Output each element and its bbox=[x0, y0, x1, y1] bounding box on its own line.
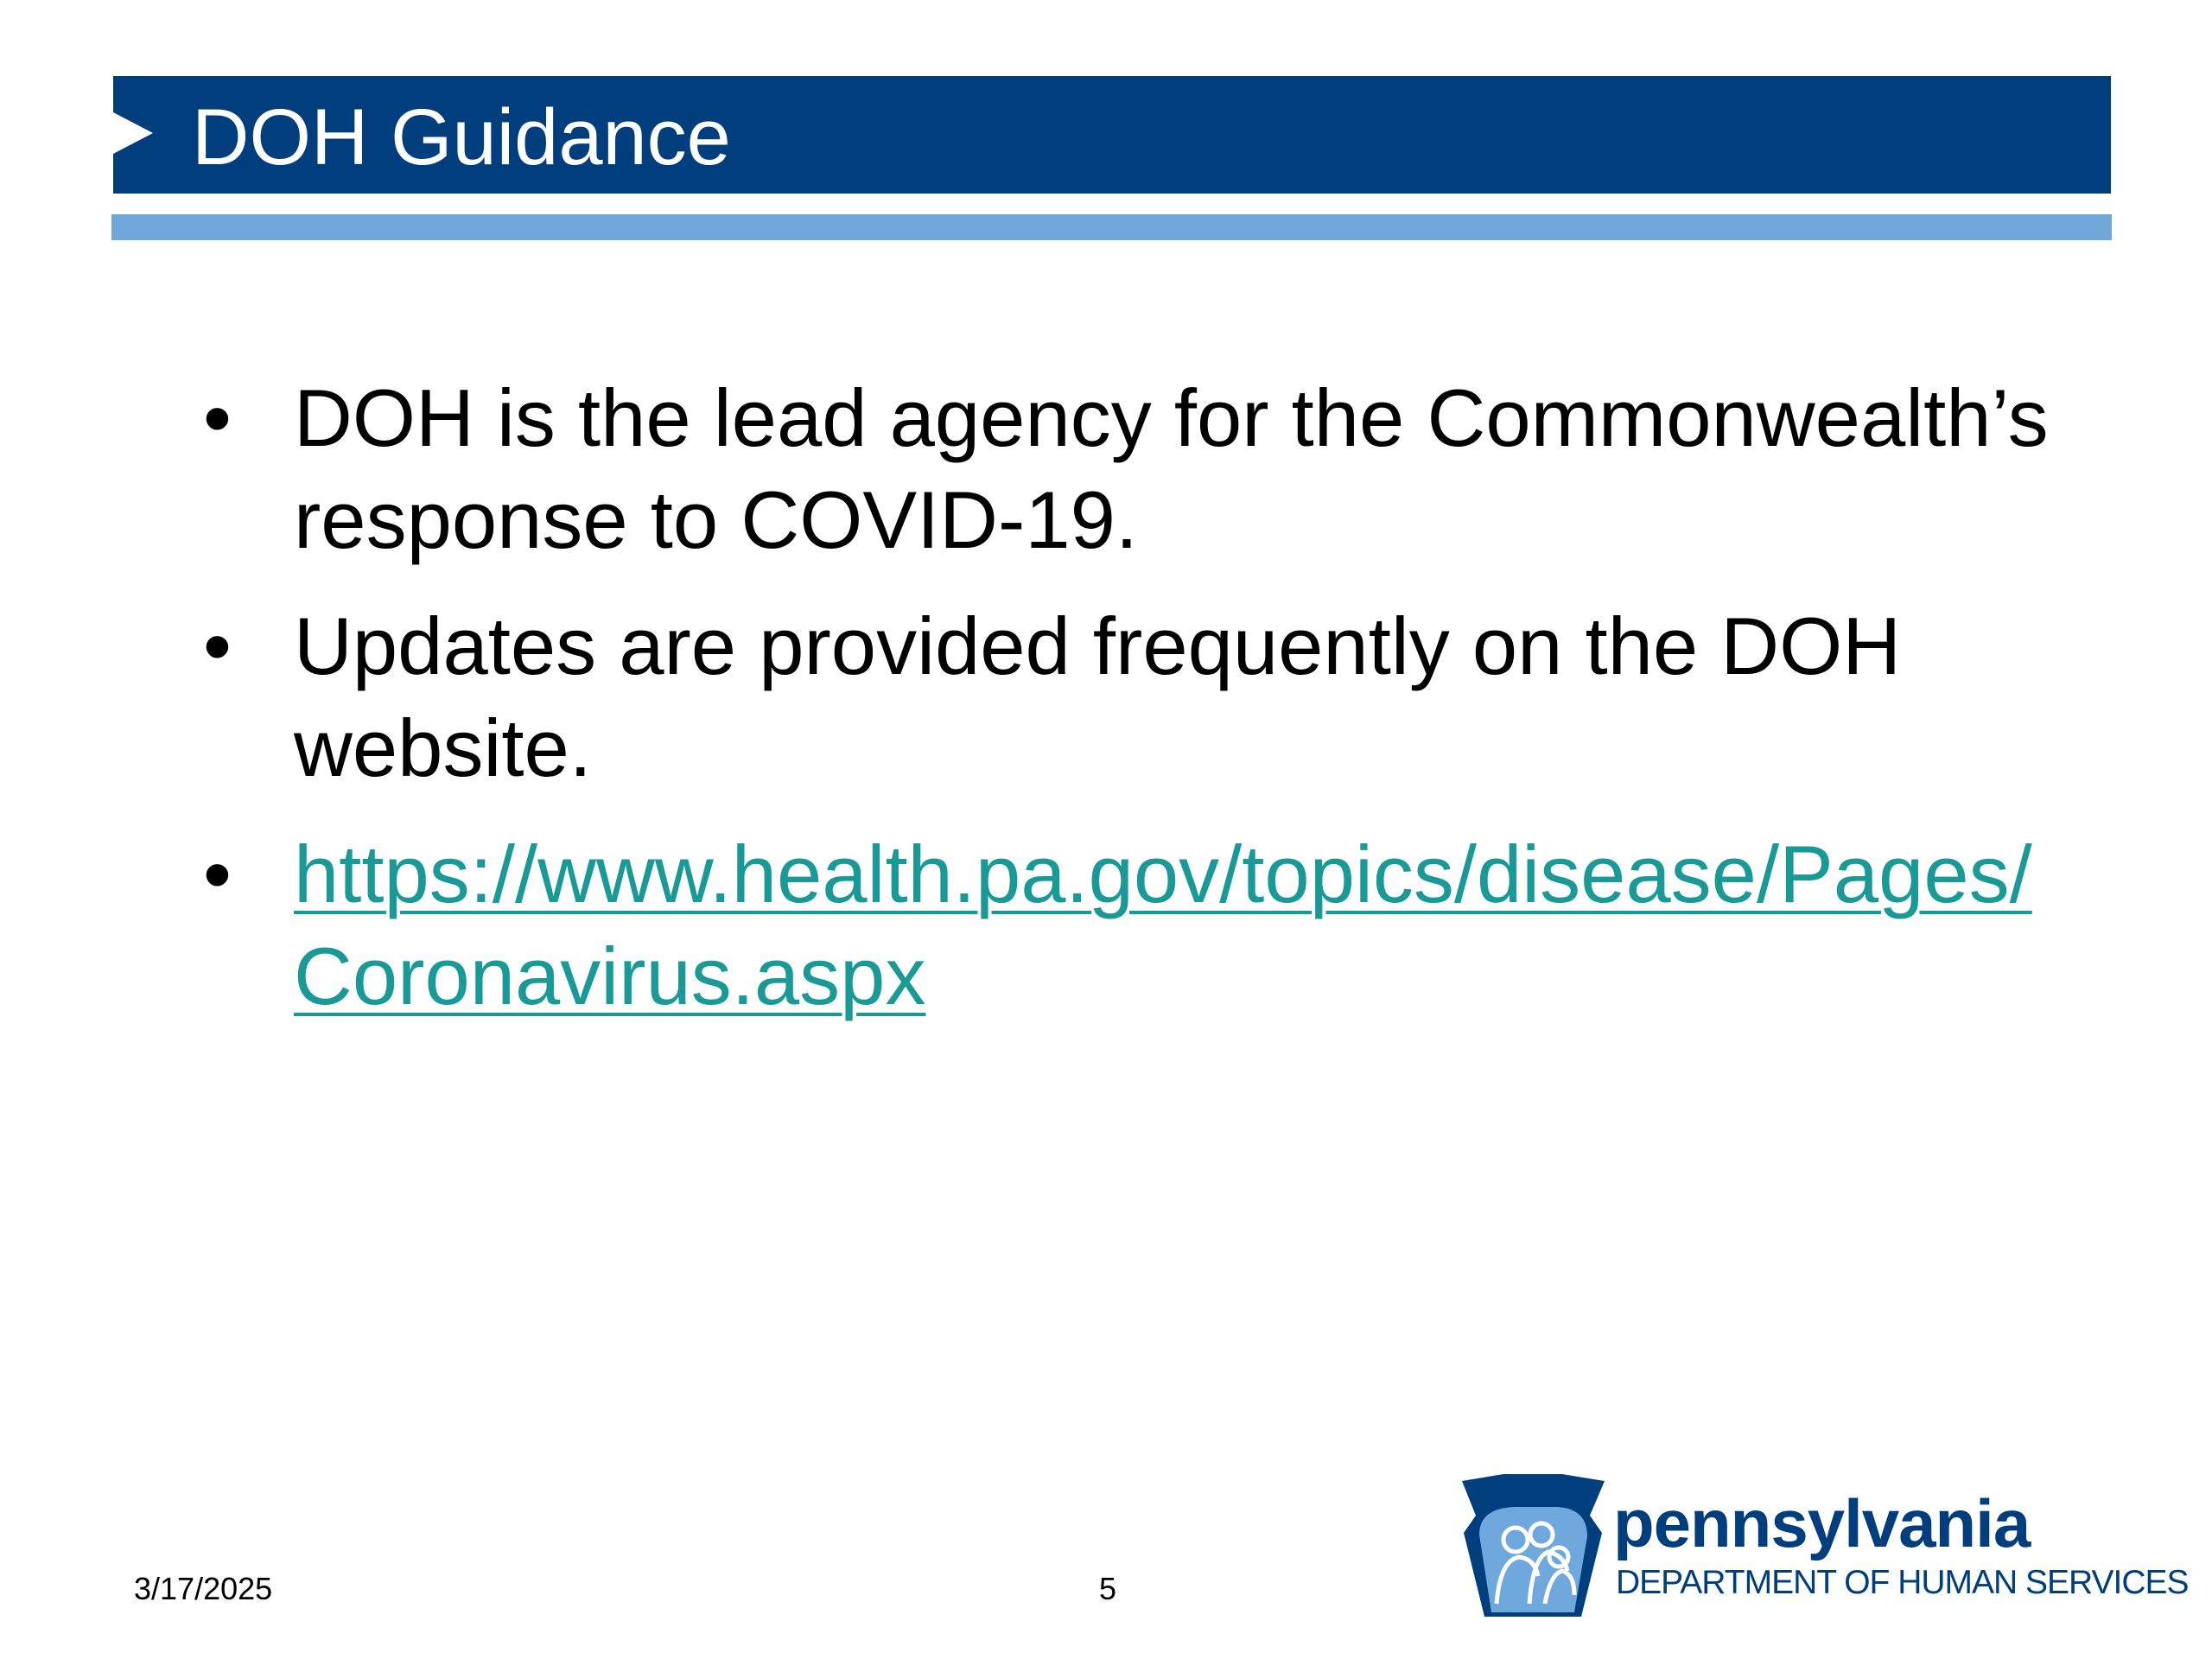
doh-website-link[interactable]: https://www.health.pa.gov/topics/disease/Pages/Coronavirus.aspx bbox=[294, 829, 2032, 1021]
bullet-item-link bbox=[203, 823, 2061, 1027]
bullet-dot-icon: • bbox=[203, 829, 232, 919]
logo-wordmark: pennsylvania bbox=[1613, 1485, 2031, 1561]
slide-title: DOH Guidance bbox=[192, 93, 731, 181]
page-number: 5 bbox=[1099, 1571, 1117, 1606]
bullet-text: Updates are provided frequently on the DOH website. bbox=[294, 601, 1902, 793]
footer-date: 3/17/2025 bbox=[134, 1571, 273, 1606]
pa-keystone-logo-icon bbox=[1462, 1474, 1605, 1617]
bullet-dot-icon: • bbox=[203, 372, 232, 463]
accent-bar bbox=[111, 214, 2112, 240]
bullet-text: DOH is the lead agency for the Commonwealth’s response to COVID-19. bbox=[294, 372, 2049, 565]
bullet-dot-icon: • bbox=[203, 601, 232, 691]
bullet-item-lead-agency bbox=[203, 367, 2061, 571]
title-arrow-icon bbox=[113, 112, 153, 154]
bullet-item-updates bbox=[203, 595, 2061, 799]
logo-department: DEPARTMENT OF HUMAN SERVICES bbox=[1616, 1564, 2189, 1601]
bullet-list bbox=[203, 367, 2061, 1052]
